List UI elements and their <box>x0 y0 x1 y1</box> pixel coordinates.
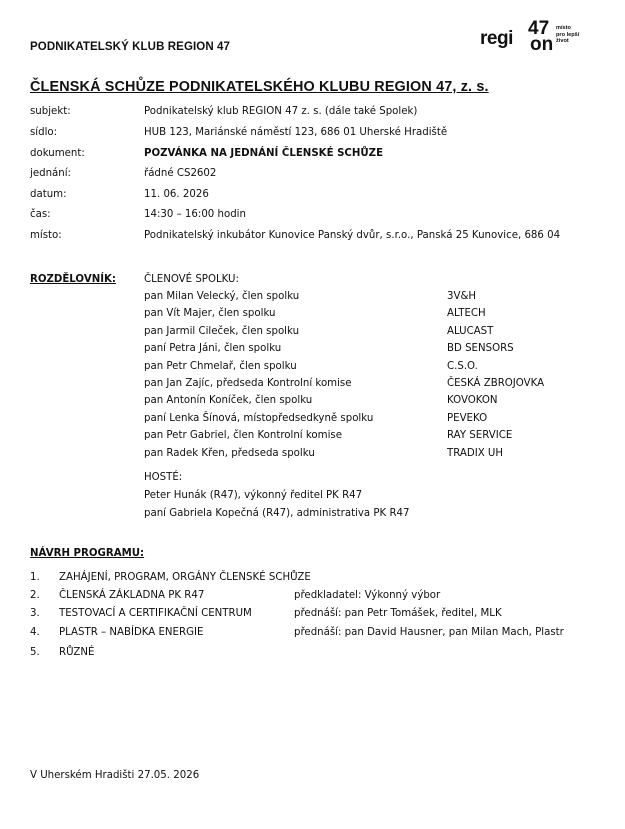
members-heading: ČLENOVÉ SPOLKU: <box>144 274 239 285</box>
member-company: TRADIX UH <box>447 448 504 459</box>
program-item-text: ZAHÁJENÍ, PROGRAM, ORGÁNY ČLENSKÉ SCHŮZE <box>59 572 311 583</box>
guest-item: paní Gabriela Kopečná (R47), administrativa PK R47 <box>144 508 410 519</box>
program-item-number: 2. <box>30 590 40 601</box>
member-name: pan Jarmil Cileček, člen spolku <box>144 326 300 337</box>
info-value-date: 11. 06. 2026 <box>144 189 209 200</box>
info-value-meeting: řádné CS2602 <box>144 168 217 179</box>
document-title: ČLENSKÁ SCHŮZE PODNIKATELSKÉHO KLUBU REGION 47, z. s. <box>30 79 489 95</box>
region47-logo <box>480 18 595 55</box>
member-name: pan Milan Velecký, člen spolku <box>144 291 300 302</box>
program-heading: NÁVRH PROGRAMU: <box>30 548 145 559</box>
info-label-meeting: jednání: <box>30 168 71 179</box>
member-company: 3V&H <box>447 291 477 302</box>
info-value-seat: HUB 123, Mariánské náměstí 123, 686 01 Uherské Hradiště <box>144 127 448 138</box>
program-item-presenter: přednáší: pan David Hausner, pan Milan Mach, Plastr <box>294 627 564 638</box>
program-item-number: 3. <box>30 608 40 619</box>
member-name: pan Vít Majer, člen spolku <box>144 308 276 319</box>
logo-tagline: místo pro lepší život <box>556 25 580 45</box>
member-company: C.S.O. <box>447 361 478 372</box>
guest-item: Peter Hunák (R47), výkonný ředitel PK R47 <box>144 490 363 501</box>
info-label-subject: subjekt: <box>30 106 71 117</box>
organization-header: PODNIKATELSKÝ KLUB REGION 47 <box>30 41 231 53</box>
info-label-date: datum: <box>30 189 67 200</box>
member-company: ALTECH <box>447 308 486 319</box>
member-company: ALUCAST <box>447 326 494 337</box>
member-name: pan Jan Zajíc, předseda Kontrolní komise <box>144 378 352 389</box>
info-value-subject: Podnikatelský klub REGION 47 z. s. (dále také Spolek) <box>144 106 418 117</box>
program-item-number: 5. <box>30 647 40 658</box>
member-name: pan Petr Chmelař, člen spolku <box>144 361 297 372</box>
member-company: PEVEKO <box>447 413 488 424</box>
info-value-document: POZVÁNKA NA JEDNÁNÍ ČLENSKÉ SCHŮZE <box>144 148 384 159</box>
program-item-text: ČLENSKÁ ZÁKLADNA PK R47 <box>59 590 205 601</box>
info-label-seat: sídlo: <box>30 127 58 138</box>
member-company: KOVOKON <box>447 395 498 406</box>
logo-suffix: on <box>530 34 554 55</box>
guests-heading: HOSTÉ: <box>144 472 183 483</box>
program-item-text: PLASTR – NABÍDKA ENERGIE <box>59 627 204 638</box>
member-company: BD SENSORS <box>447 343 514 354</box>
distribution-heading: ROZDĚLOVNÍK: <box>30 274 116 285</box>
member-name: pan Antonín Koníček, člen spolku <box>144 395 313 406</box>
info-label-time: čas: <box>30 209 51 220</box>
program-item-number: 4. <box>30 627 40 638</box>
member-name: paní Lenka Šínová, místopředsedkyně spolku <box>144 413 374 424</box>
info-value-place: Podnikatelský inkubátor Kunovice Panský dvůr, s.r.o., Panská 25 Kunovice, 686 04 <box>144 230 561 241</box>
member-name: pan Petr Gabriel, člen Kontrolní komise <box>144 430 342 441</box>
program-item-number: 1. <box>30 572 40 583</box>
member-name: paní Petra Jáni, člen spolku <box>144 343 282 354</box>
place-date-footer: V Uherském Hradišti 27.05. 2026 <box>30 770 200 781</box>
logo-number: 47 <box>528 18 550 39</box>
member-company: RAY SERVICE <box>447 430 513 441</box>
info-label-place: místo: <box>30 230 62 241</box>
info-value-time: 14:30 – 16:00 hodin <box>144 209 246 220</box>
info-label-document: dokument: <box>30 148 85 159</box>
logo-word: regi <box>480 28 513 49</box>
member-name: pan Radek Křen, předseda spolku <box>144 448 315 459</box>
program-item-presenter: předkladatel: Výkonný výbor <box>294 590 441 601</box>
program-item-text: RŮZNÉ <box>59 647 95 658</box>
program-item-text: TESTOVACÍ A CERTIFIKAČNÍ CENTRUM <box>59 608 252 619</box>
member-company: ČESKÁ ZBROJOVKA <box>447 378 545 389</box>
program-item-presenter: přednáší: pan Petr Tomášek, ředitel, MLK <box>294 608 502 619</box>
